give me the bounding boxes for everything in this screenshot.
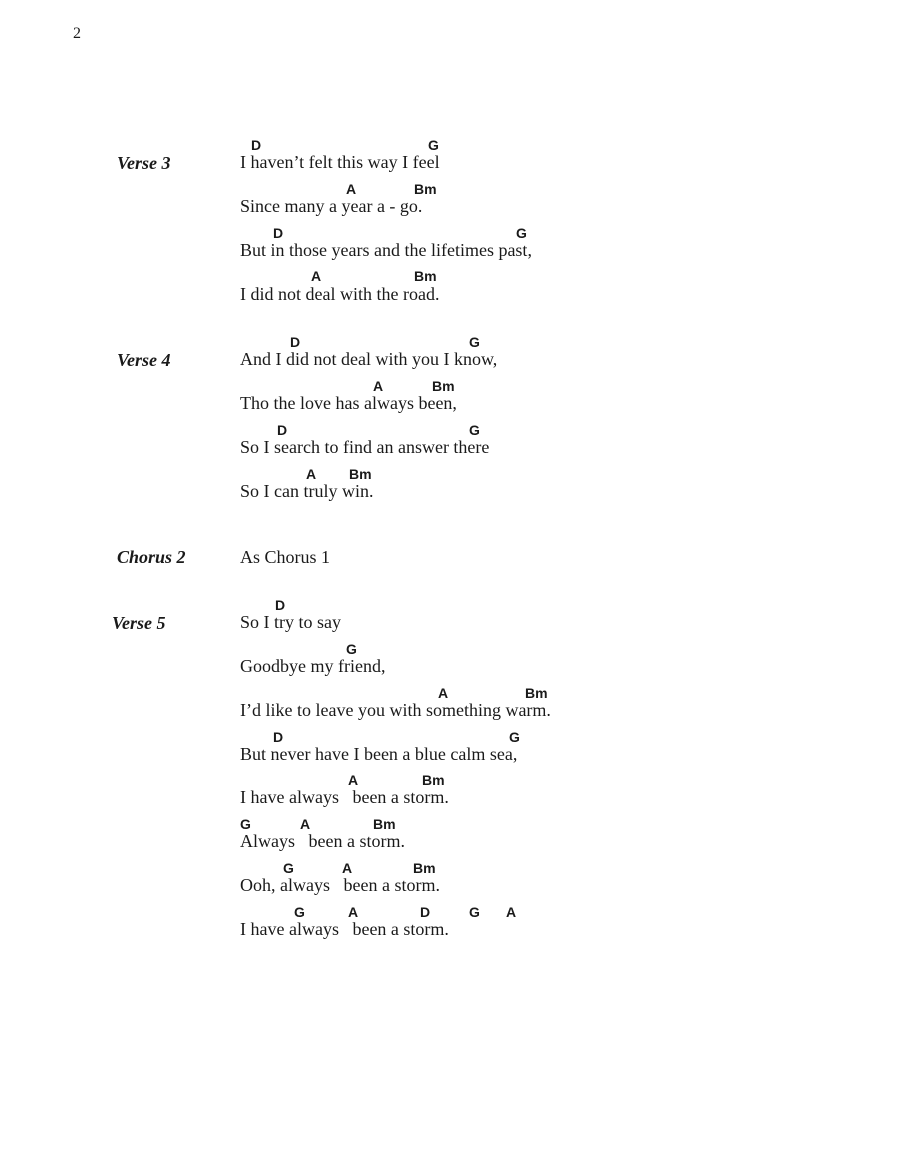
page-number: 2 [73, 25, 81, 42]
chord: D [277, 422, 288, 438]
chord: Bm [413, 860, 436, 876]
chord: D [290, 334, 301, 350]
chorus-2-label: Chorus 2 [117, 547, 186, 567]
chord: D [273, 729, 284, 745]
chord: A [373, 378, 384, 394]
verse-4-label: Verse 4 [117, 350, 171, 370]
chord: D [275, 597, 286, 613]
verse-5-label: Verse 5 [112, 613, 166, 633]
chord: A [348, 904, 359, 920]
lyric-line: And I did not deal with you I know, [240, 349, 498, 369]
chord: G [509, 729, 520, 745]
chord: A [438, 685, 449, 701]
chord: A [311, 268, 322, 284]
chord: A [300, 816, 311, 832]
lyric-line: But in those years and the lifetimes past, [240, 240, 532, 260]
chord: A [306, 466, 317, 482]
chord: Bm [373, 816, 396, 832]
chord: G [428, 137, 439, 153]
chord: Bm [414, 268, 437, 284]
lyric-line: I did not deal with the road. [240, 284, 440, 304]
lyric-line: I haven’t felt this way I feel [240, 152, 440, 172]
chord: G [283, 860, 294, 876]
chord: Bm [525, 685, 548, 701]
lyric-line: So I try to say [240, 612, 341, 632]
chord: G [469, 334, 480, 350]
lyric-line: So I search to find an answer there [240, 437, 490, 457]
chorus-reference: As Chorus 1 [240, 547, 331, 567]
chord: A [348, 772, 359, 788]
lyric-line: I’d like to leave you with something warm. [240, 700, 551, 720]
chord: A [346, 181, 357, 197]
chord: G [294, 904, 305, 920]
lyric-line: But never have I been a blue calm sea, [240, 744, 518, 764]
lyric-line: Goodbye my friend, [240, 656, 386, 676]
lyric-line: Tho the love has always been, [240, 393, 457, 413]
chord: G [346, 641, 357, 657]
chord: Bm [349, 466, 372, 482]
chord: A [342, 860, 353, 876]
lyric-line: Ooh, always been a storm. [240, 875, 440, 895]
chord: G [469, 422, 480, 438]
chord: G [469, 904, 480, 920]
chord: Bm [422, 772, 445, 788]
lyric-line: I have always been a storm. [240, 787, 449, 807]
chord: D [251, 137, 262, 153]
lyric-line: Always been a storm. [240, 831, 405, 851]
lyric-line: I have always been a storm. [240, 919, 449, 939]
chord: G [516, 225, 527, 241]
chord: D [420, 904, 431, 920]
lyric-line: Since many a year a - go. [240, 196, 423, 216]
chord: D [273, 225, 284, 241]
lyric-line: So I can truly win. [240, 481, 374, 501]
chord: Bm [432, 378, 455, 394]
chord: G [240, 816, 251, 832]
verse-3-label: Verse 3 [117, 153, 171, 173]
chord: A [506, 904, 517, 920]
chord: Bm [414, 181, 437, 197]
